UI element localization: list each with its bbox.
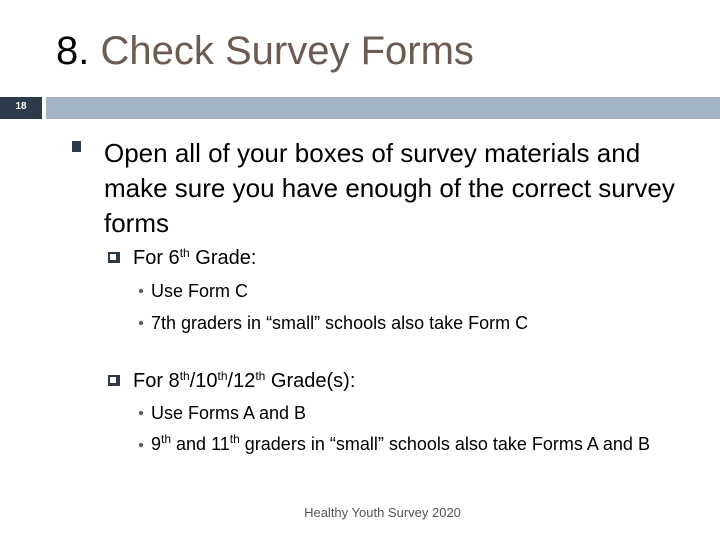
item2-part-a: 9 [151,434,162,454]
grade-8-item-2 [151,432,706,456]
dot-bullet-icon [139,443,143,447]
dot-bullet-icon [139,411,143,415]
dot-bullet-icon [139,321,143,325]
grade-6-heading-suffix: Grade: [189,247,257,269]
heading-part-d: Grade(s): [265,370,356,392]
item2-part-b: and 11 [171,434,230,454]
grade-6-heading-sup: th [179,246,190,260]
heading-part-c: /12 [227,370,256,392]
header-rule-bar [46,97,720,119]
grade-6-heading-prefix: For 6 [133,247,180,269]
slide-title-text: Check Survey Forms [100,29,474,73]
grade-6-heading [133,246,256,270]
heading-sup-b: th [217,369,228,383]
grade-6-item-1: Use Form C [151,281,249,301]
dot-bullet-icon [139,289,143,293]
slide-footer: Healthy Youth Survey 2020 [304,505,461,520]
slide-number: 18 [15,101,27,112]
main-bullet-text: Open all of your boxes of survey materials and make sure you have enough of the correct survey forms [104,138,675,238]
square-bullet-icon [72,141,81,152]
item2-part-c: graders in “small” schools also take Forms A and B [239,434,650,454]
heading-part-b: /10 [189,370,218,392]
slide-title-number: 8. [56,29,90,73]
slide-title [56,28,474,74]
grade-8-item-1: Use Forms A and B [151,403,307,423]
hollow-square-bullet-icon [108,375,120,386]
grade-8-10-12-heading [133,369,355,393]
slide-number-bar [0,97,42,119]
item2-sup-a: th [161,432,172,446]
hollow-square-bullet-icon [108,252,120,263]
heading-part-a: For 8 [133,370,180,392]
grade-6-item-2: 7th graders in “small” schools also take Form C [151,313,529,333]
item2-sup-b: th [229,432,240,446]
heading-sup-c: th [255,369,266,383]
heading-sup-a: th [179,369,190,383]
